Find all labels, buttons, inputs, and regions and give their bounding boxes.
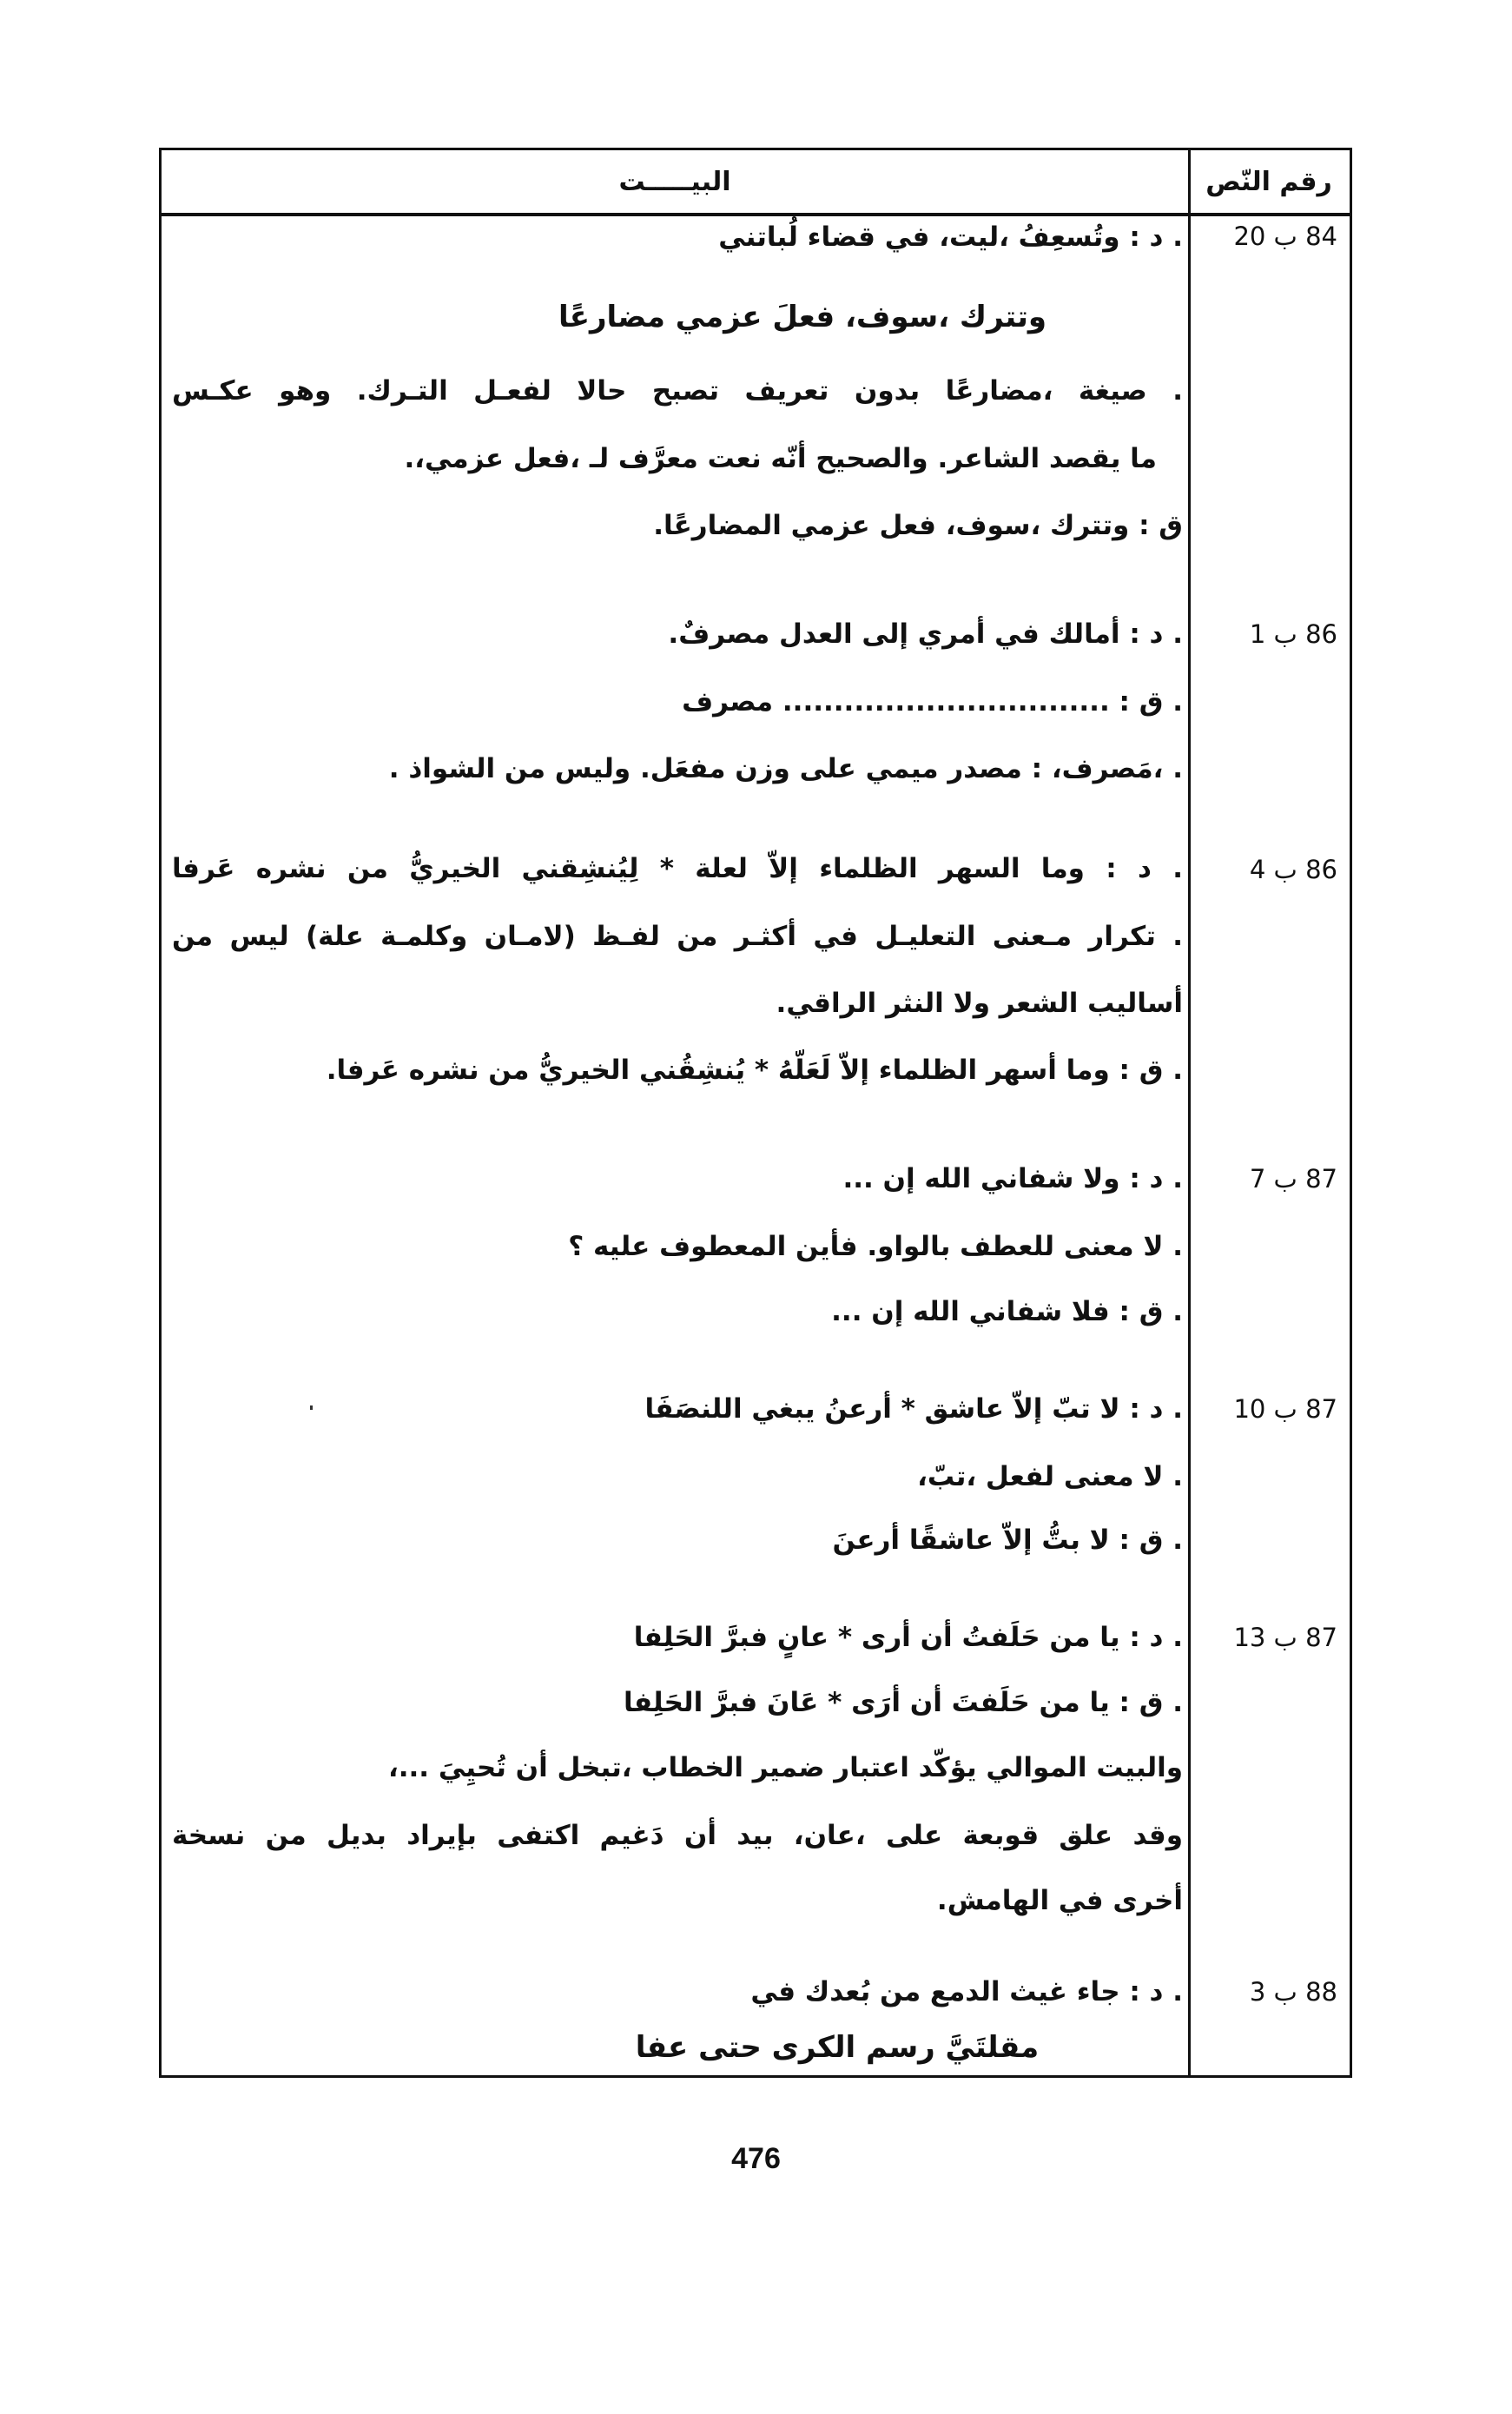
entry-number: 87 ب 7: [1249, 1164, 1337, 1194]
entry-number: 86 ب 4: [1249, 855, 1337, 884]
entry-number: 84 ب 20: [1233, 222, 1337, 251]
entry-number: 86 ب 1: [1249, 619, 1337, 649]
entry-line: . د : وتُسعِفُ ،ليت، في قضاء لُباتني: [718, 222, 1183, 253]
entry-line: . ،مَصرف، : مصدر ميمي على وزن مفعَل. وليس من الشواذ .: [388, 753, 1183, 784]
entry-line: . ق : وما أسهر الظلماء إلاّ لَعَلّهُ * يُنشِقُني الخيريُّ من نشره عَرفا.: [326, 1055, 1183, 1086]
entry-line: . د : لا تبّ إلاّ عاشق * أرعنُ يبغي اللنصَفَا: [644, 1393, 1183, 1425]
entry-line: . د : ولا شفاني الله إن ...: [842, 1163, 1183, 1194]
entry-line: والبيت الموالي يؤكّد اعتبار ضمير الخطاب ،تبخل أن تُحيِيَ ...،: [387, 1752, 1183, 1783]
scan-speck: [310, 1405, 313, 1410]
entry-line: . ق : لا بتُّ إلاّ عاشقًا أرعنَ: [832, 1524, 1183, 1556]
table-header-row: [162, 150, 1350, 216]
entry-line: . ق : فلا شفاني الله إن ...: [831, 1296, 1183, 1327]
verse-corrections-table: [159, 148, 1352, 2078]
entry-line: . ق : ................................ مصرف: [682, 686, 1183, 718]
entry-line: وقد علق قوبعة على ،عان، بيد أن دَغيم اكتفى بإيراد بديل من نسخة: [172, 1820, 1183, 1851]
column-divider: [1188, 150, 1191, 2075]
entry-line: أخرى في الهامش.: [936, 1885, 1183, 1916]
page-number: 476: [731, 2142, 781, 2175]
entry-number: 88 ب 3: [1249, 1977, 1337, 2007]
entry-line: . تكرار مـعنى التعليـل في أكثـر من لفـظ (لامـان وكلمـة علة) ليس من: [172, 921, 1183, 952]
entry-line: ق : وتترك ،سوف، فعل عزمي المضارعًا.: [653, 510, 1183, 541]
entry-line: . د : جاء غيث الدمع من بُعدك في: [750, 1976, 1183, 2007]
header-text-number: رقم النّص: [1205, 166, 1332, 197]
entry-line: ما يقصد الشاعر. والصحيح أنّه نعت معرَّف لـ ،فعل عزمي،.: [404, 443, 1157, 474]
entry-line: . صيغة ،مضارعًا بدون تعريف تصبح حالا لفعـل التـرك. وهو عكـس: [172, 375, 1183, 407]
entry-line: . ق : يا من حَلَفتَ أن أرَى * عَانَ فبرَّ الحَلِفا: [623, 1687, 1183, 1718]
entry-line: . لا معنى لفعل ،تبّ،: [917, 1461, 1183, 1492]
entry-line: . د : وما السهر الظلماء إلاّ لعلة * لِيُنشِقني الخيريُّ من نشره عَرفا: [172, 853, 1183, 884]
entry-number: 87 ب 13: [1233, 1623, 1337, 1652]
entry-line: . د : أمالك في أمري إلى العدل مصرفٌ.: [668, 618, 1183, 650]
entry-line: أساليب الشعر ولا النثر الراقي.: [776, 988, 1183, 1019]
entry-line: . د : يا من حَلَفتُ أن أرى * عانٍ فبرَّ الحَلِفا: [633, 1622, 1183, 1653]
entry-number: 87 ب 10: [1233, 1394, 1337, 1424]
entry-line: . لا معنى للعطف بالواو. فأين المعطوف عليه ؟: [568, 1231, 1183, 1262]
entry-line: مقلتَيَّ رسم الكرى حتى عفا: [635, 2030, 1040, 2065]
header-verse: البيـــــت: [618, 166, 731, 197]
entry-line: وتترك ،سوف، فعلَ عزمي مضارعًا: [558, 300, 1047, 334]
